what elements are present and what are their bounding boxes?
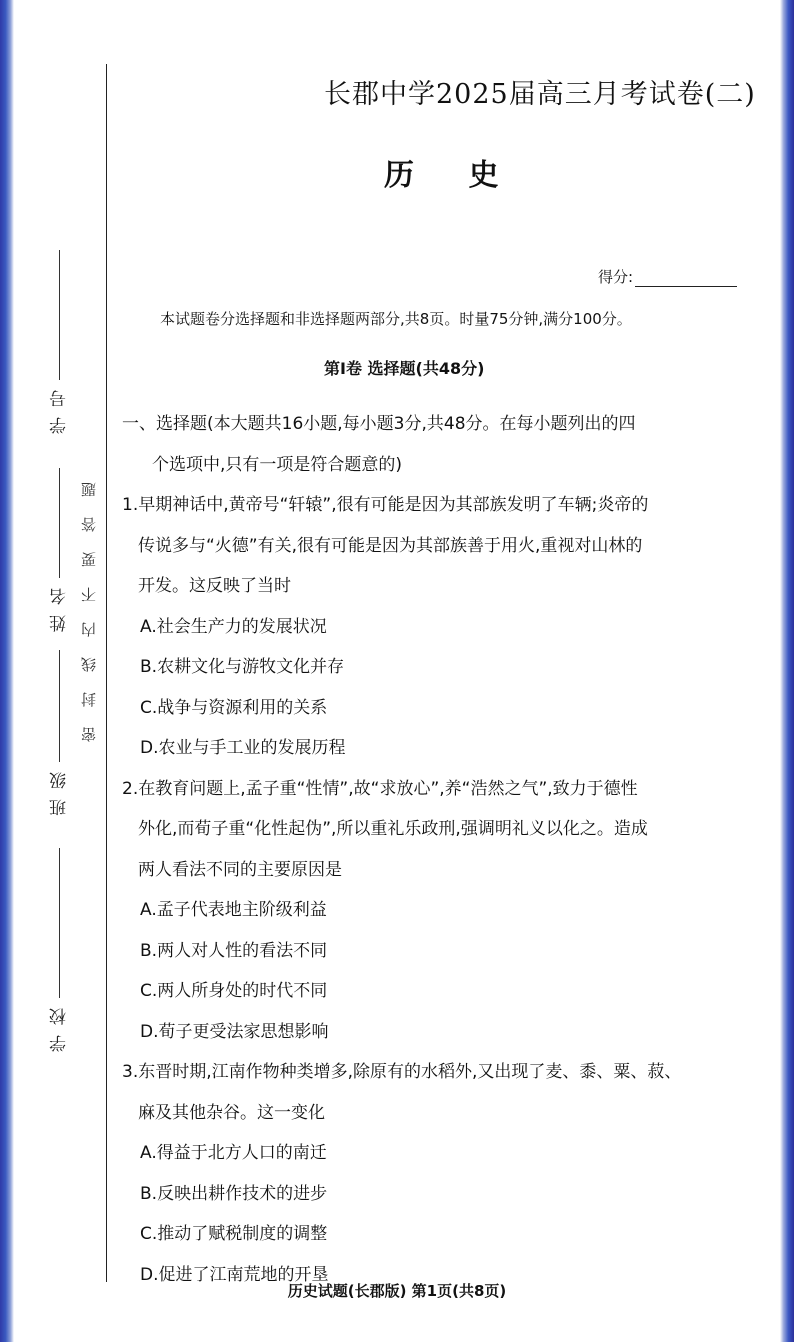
- option-c[interactable]: C.两人所身处的时代不同: [140, 981, 328, 1001]
- student-id-field: [44, 250, 74, 434]
- stem-line: 传说多与“火德”有关,很有可能是因为其部族善于用火,重视对山林的: [138, 535, 643, 556]
- binding-info-column: [44, 0, 74, 1342]
- school-field: [44, 848, 74, 1052]
- class-field: [44, 650, 74, 816]
- class-blank[interactable]: [59, 650, 60, 762]
- stem-line: 外化,而荀子重“化性起伪”,所以重礼乐政刑,强调明礼义以化之。造成: [138, 819, 648, 839]
- option-a[interactable]: A.得益于北方人口的南迁: [140, 1143, 327, 1163]
- student-id-blank[interactable]: [59, 250, 60, 380]
- stem-line: 1.早期神话中,黄帝号“轩辕”,很有可能是因为其部族发明了车辆;炎帝的: [122, 495, 649, 515]
- scan-edge-right: [780, 0, 794, 1342]
- section-instruction: [122, 404, 762, 485]
- stem-line: 2.在教育问题上,孟子重“性情”,故“求放心”,养“浩然之气”,致力于德性: [122, 778, 638, 799]
- school-label: 学校: [49, 998, 70, 1052]
- class-label: 班级: [49, 762, 70, 816]
- option-b[interactable]: B.反映出耕作技术的进步: [140, 1183, 328, 1204]
- score-blank[interactable]: [635, 286, 737, 287]
- question-stem: [122, 1052, 762, 1133]
- score-label: 得分:: [598, 268, 634, 286]
- question-stem: [122, 485, 762, 607]
- option-a[interactable]: A.社会生产力的发展状况: [140, 616, 327, 637]
- stem-line: 开发。这反映了当时: [138, 576, 291, 596]
- question-3: [122, 1052, 762, 1295]
- option-c[interactable]: C.推动了赋税制度的调整: [140, 1224, 328, 1244]
- option-d[interactable]: D.促进了江南荒地的开垦: [140, 1264, 329, 1285]
- student-name-blank[interactable]: [59, 468, 60, 578]
- exam-intro: 本试题卷分选择题和非选择题两部分,共8页。时量75分钟,满分100分。: [160, 310, 632, 328]
- score-box: [598, 266, 737, 287]
- option-a[interactable]: A.孟子代表地主阶级利益: [140, 900, 327, 920]
- question-2: [122, 769, 762, 1053]
- seal-column: [78, 0, 108, 1342]
- instruction-line: 个选项中,只有一项是符合题意的): [152, 454, 403, 475]
- instruction-line: 一、选择题(本大题共16小题,每小题3分,共48分。在每小题列出的四: [122, 414, 636, 434]
- page-footer: 历史试题(长郡版) 第1页(共8页): [287, 1282, 507, 1300]
- scan-edge-left: [0, 0, 14, 1342]
- subject-title: 历 史: [384, 158, 521, 193]
- question-area: [122, 404, 762, 1295]
- option-d[interactable]: D.农业与手工业的发展历程: [140, 738, 346, 758]
- section-title: 第Ⅰ卷 选择题(共48分): [324, 359, 485, 378]
- exam-page: [14, 0, 780, 1342]
- stem-line: 两人看法不同的主要原因是: [138, 859, 342, 880]
- seal-notice: 密封线内不要答题: [80, 462, 98, 742]
- stem-line: 麻及其他杂谷。这一变化: [138, 1102, 325, 1123]
- stem-line: 3.东晋时期,江南作物种类增多,除原有的水稻外,又出现了麦、黍、粟、菽、: [122, 1062, 682, 1082]
- student-name-field: [44, 468, 74, 632]
- school-blank[interactable]: [59, 848, 60, 998]
- option-b[interactable]: B.两人对人性的看法不同: [140, 940, 328, 961]
- student-id-label: 学号: [49, 380, 70, 434]
- question-1: [122, 485, 762, 769]
- exam-title: 长郡中学2025届高三月考试卷(二): [324, 79, 756, 110]
- question-stem: [122, 769, 762, 891]
- option-c[interactable]: C.战争与资源利用的关系: [140, 697, 328, 718]
- option-d[interactable]: D.荀子更受法家思想影响: [140, 1021, 329, 1042]
- student-name-label: 姓名: [49, 578, 70, 632]
- option-b[interactable]: B.农耕文化与游牧文化并存: [140, 657, 345, 677]
- binding-line: [106, 64, 107, 1282]
